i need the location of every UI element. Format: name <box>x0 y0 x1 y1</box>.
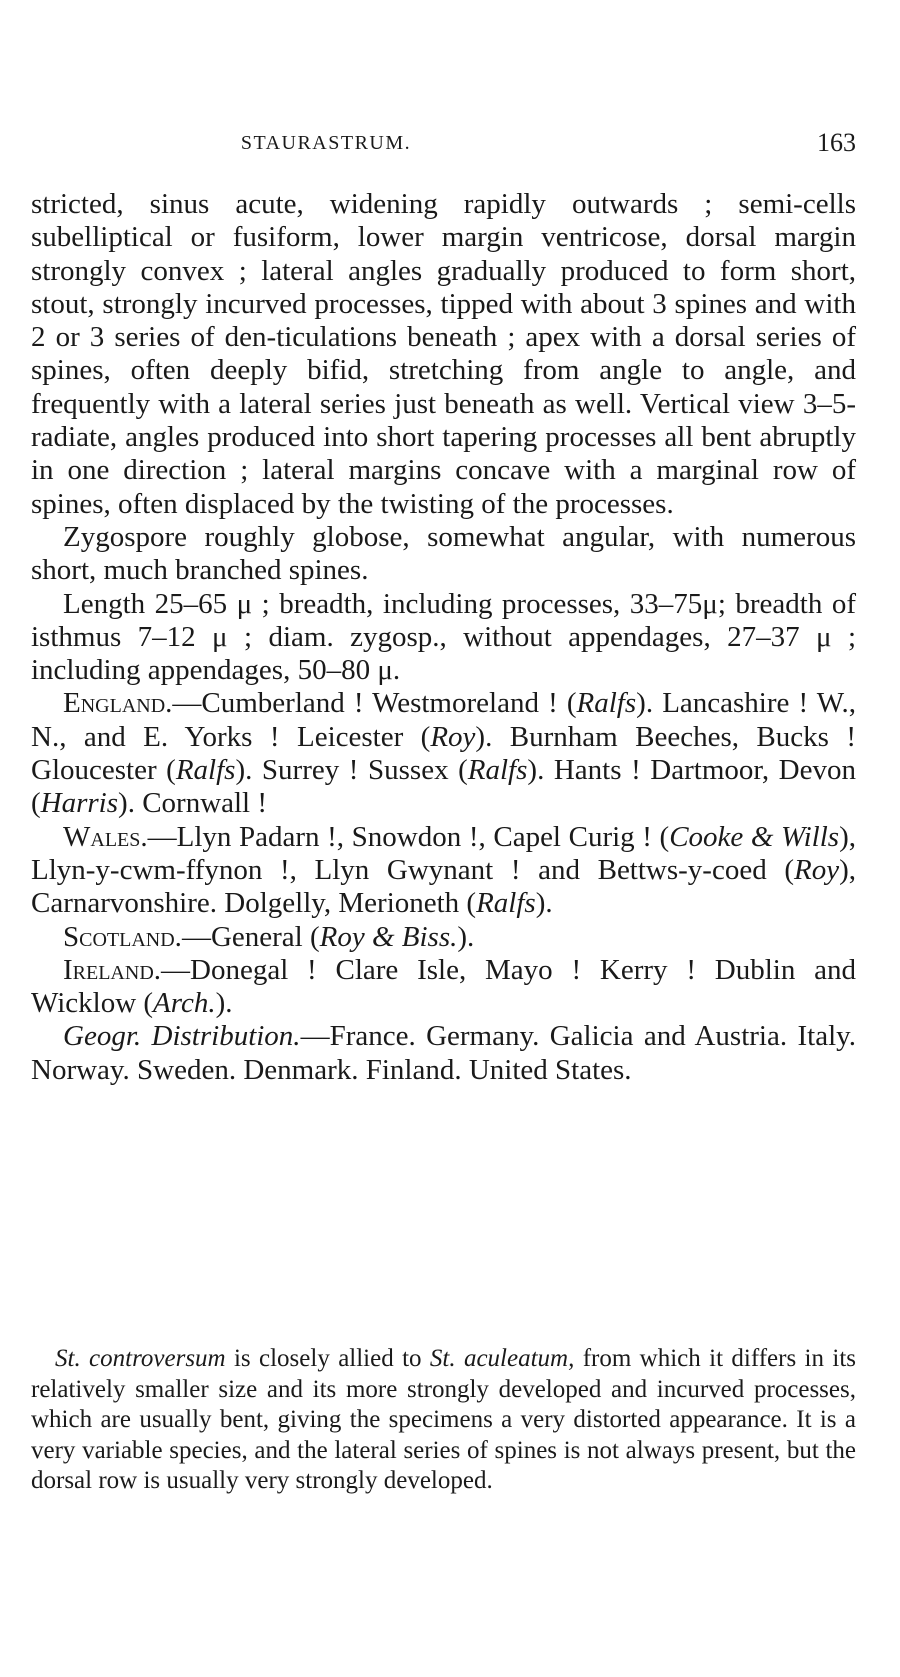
distribution-label: Geogr. Distribution. <box>63 1020 301 1053</box>
authority: Cooke & Wills <box>669 820 840 853</box>
authority: Harris <box>40 787 119 820</box>
running-title: STAURASTRUM. <box>240 132 412 154</box>
authority: Roy & Biss. <box>319 920 458 953</box>
species-name: St. controversum <box>55 1345 226 1372</box>
page-number: 163 <box>817 128 856 157</box>
authority: Ralfs <box>175 754 236 787</box>
authority: Roy <box>430 720 476 753</box>
authority: Ralfs <box>476 887 536 920</box>
wales-localities: Wales.—Llyn Padarn !, Snowdon !, Capel Curig ! (Cooke & Wills), Llyn-y-cwm-ffynon !, Llyn Gwynant ! and Bettws-y-coed (Roy), Carnarvonshire. Dolgelly, Merioneth (Ralfs). <box>31 820 856 920</box>
authority: Ralfs <box>576 687 637 720</box>
running-head <box>31 128 856 168</box>
species-note <box>31 1344 856 1497</box>
species-name: St. aculeatum, <box>429 1345 575 1372</box>
measurements-paragraph: Length 25–65 μ ; breadth, including processes, 33–75μ; breadth of isthmus 7–12 μ ; diam. zygosp., without appendages, 27–37 μ ; including appendages, 50–80 μ. <box>31 587 856 687</box>
authority: Roy <box>793 853 840 886</box>
morphology-paragraph: stricted, sinus acute, widening rapidly outwards ; semi-cells subelliptical or fusiform, lower margin ventricose, dorsal margin strongly convex ; lateral angles gradually produced to form short, stout, strongly incurved processes, tipped with about 3 spines and with 2 or 3 series of den-ticulations beneath ; apex with a dorsal series of spines, often deeply bifid, stretching from angle to angle, and frequently with a lateral series just beneath as well. Vertical view 3–5-radiate, angles produced into short tapering processes all bent abruptly in one direction ; lateral margins concave with a marginal row of spines, often displaced by the twisting of the processes. <box>31 188 856 520</box>
region-label-scotland: Scotland. <box>63 920 182 953</box>
geographic-distribution: Geogr. Distribution.—France. Germany. Galicia and Austria. Italy. Norway. Sweden. Denmark. Finland. United States. <box>31 1020 856 1086</box>
region-label-england: England. <box>63 687 173 720</box>
book-page <box>31 0 856 1677</box>
note-paragraph: St. controversum is closely allied to St. aculeatum, from which it differs in its relatively smaller size and its more strongly developed and incurved processes, which are usually bent, giving the specimens a very distorted appearance. It is a very variable species, and the lateral series of spines is not always present, but the dorsal row is usually very strongly developed. <box>31 1345 856 1494</box>
species-description-body <box>31 188 856 1087</box>
scotland-localities: Scotland.—General (Roy & Biss.). <box>63 920 475 953</box>
region-label-wales: Wales. <box>63 820 148 853</box>
zygospore-paragraph: Zygospore roughly globose, somewhat angular, with numerous short, much branched spines. <box>31 520 856 587</box>
authority: Arch. <box>153 987 216 1020</box>
england-localities: England.—Cumberland ! Westmoreland ! (Ralfs). Lancashire ! W., N., and E. Yorks ! Leicester (Roy). Burnham Beeches, Bucks ! Gloucester (Ralfs). Surrey ! Sussex (Ralfs). Hants ! Dartmoor, Devon (Harris). Cornwall ! <box>31 687 857 820</box>
ireland-localities: Ireland.—Donegal ! Clare Isle, Mayo ! Kerry ! Dublin and Wicklow (Arch.). <box>31 953 856 1020</box>
authority: Ralfs <box>467 754 528 787</box>
region-label-ireland: Ireland. <box>63 953 162 986</box>
